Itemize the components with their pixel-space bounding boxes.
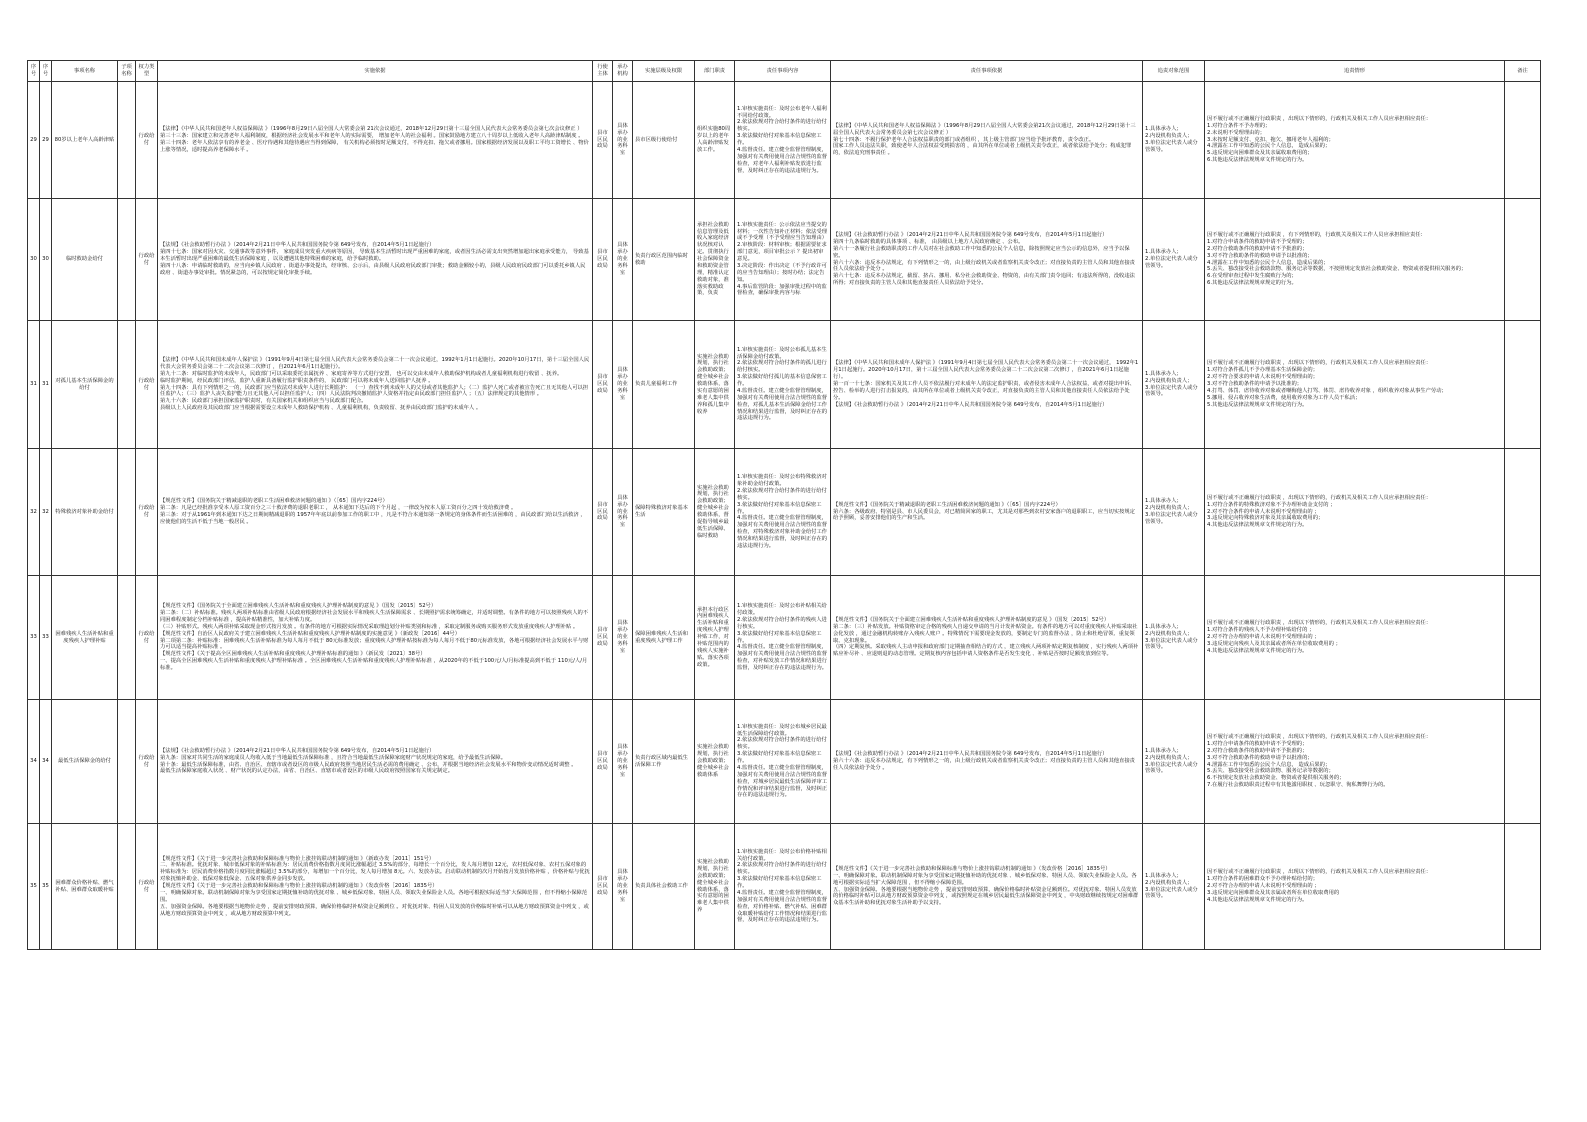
implementation-level: 县市区级行使给付 (633, 82, 695, 199)
accountability-situation: 因不履行或不正确履行行政职责 ，出现以下情形的，行政机关及相关工作人员应承担相应责任： 1.对符合条件不予办理的； 2.未说明不受理理由的； 3.未按时足额支付、克扣、拖欠、挪用老年人福利的； 4.泄露在工作中知悉的公民个人信息， 造成后果的； 5.违反规定向困难群众及其亲属收取费用的； 6.其他违反法律法规规章文件规定的行为。 (1205, 82, 1505, 199)
department-duty: 实施社会救助规划，执行社会救助政策；健全城乡社会救助体系 (695, 700, 735, 824)
sub-item-name (118, 199, 136, 321)
header-situation: 追责情形 (1205, 61, 1505, 82)
item-name: 对孤儿基本生活保障金的给付 (52, 321, 118, 449)
power-type: 行政给付 (136, 824, 158, 950)
row-number: 29 (28, 82, 40, 199)
item-name: 困难群众价格补贴、燃气补贴、困难群众取暖补贴 (52, 824, 118, 950)
department-duty: 承担社会救助信息管理及低收入家庭经济状况核对认定。贯彻执行社会保障资金和救助资金管理，精准认定救助对象，准落实救助政策，负责 (695, 199, 735, 321)
responsibility-basis: 【规范性文件】《国务院关于精减退职的老职工生活困难救济问题的通知 》（［65］国内字224号） 第六条：各级政府、特别是县、市人民委员会，对已精简回家的职工，尤其是对那些到农村安家落户的退职职工，应当切实按规定给予照顾，妥善安排他们的生产和生活。 (831, 449, 1143, 576)
handling-agency: 具体承办的业务科室 (613, 449, 633, 576)
accountability-target: 1.具体承办人； 2.内设机构负责人； 3.单位法定代表人或分管领导。 (1143, 700, 1205, 824)
accountability-situation: 因不履行或不正确履行行政职责 ，出现以下情形的，行政机关及相关工作人员应承担相应责任： 1.对符合条件的残疾人不予办理补贴给付的 ； 2.对不符合办理的申请人未说明不受理理由的 ； 3.违反规定向残疾人及其亲属或者所在单位收取费用的 ； 4.其他违反法律法规规章文件规定的行为。 (1205, 576, 1505, 700)
responsibility-content: 1.审核实施责任：及时公布孤儿基本生活保障金给付政策。 2.依法依规对符合给付条件的孤儿进行给付核实。 3.依法做好给付孤儿的基本信息保密工作。 4.监督责任。建立健全监督管理制度，加强对有关费用使用合法合规性的监督检查，对孤儿基本生活保障金给付工作情况和结果进行监督，及时纠正存在的违法违规行为。 (735, 321, 831, 449)
row-number-2: 34 (40, 700, 52, 824)
table-row (28, 199, 1541, 321)
implementation-level: 保障特殊救济对象基本生活 (633, 449, 695, 576)
implementation-level: 负责儿童福利工作 (633, 321, 695, 449)
sub-item-name (118, 449, 136, 576)
header-power-type: 权力类型 (136, 61, 158, 82)
remark (1505, 824, 1541, 950)
sub-item-name (118, 700, 136, 824)
accountability-situation: 因不履行或不正确履行行政职责 ，有下列情形的，行政机关及相关工作人员应承担相应责任： 1.对符合申请条件的救助申请不予受理的； 2.对符合救助条件的救助申请不予批准的； 3.对不符合救助条件的救助申请予以批准的； 4.泄露在工作中知悉的公民个人信息，造成后果的； 5.丢失、篡改接受社会救助款物、服务记录等数据，不按照规定发放社会救助资金、物资或者提供相关服务的； 6.在受理审查过程中发生腐败行为的； 6.其他违反法律法规规章规定的行为。 (1205, 199, 1505, 321)
row-number-2: 30 (40, 199, 52, 321)
handling-agency: 具体承办的业务科室 (613, 824, 633, 950)
remark (1505, 700, 1541, 824)
responsibility-content: 1.审核实施责任：及时公布特殊救济对象补助金给付政策。 2.依法依规对符合给付条件的进行给付核实。 3.依法做好给付对象基本信息保密工作。 4.监督责任。建立健全监督管理制度，加强对有关费用使用合法合规性的监督检查，对特殊救济对象补助金给付工作情况和结果进行监督，及时纠正存在的违法违规行为。 (735, 449, 831, 576)
implementation-basis: 【法律】《中华人民共和国未成年人保护法 》（1991年9月4日第七届全国人民代表大会常务委员会第二十一次会议通过，1992年1月1日起施行。2020年10月17日，第十三届全国人民代表大会常务委员会第二十二次会议第二次修订 ，自2021年6月1日起施行）。 第九十二条：对临时监护的未成年人，民政部门可以采取委托亲属抚养 、家庭寄养等方式进行安置， 也可以交由未成年人救助保护机构或者儿童福利机构进行收留 、抚养。 临时监护期间，经民政部门评估，监护人重新具备履行监护职责条件的， 民政部门可以将未成年人送回监护人抚养 。 第九十四条：具有下列情形之一的，民政部门应当依法对未成年人进行长期监护： （一）查找不到未成年人的父母或者其他监护人；（二）监护人死亡或者被宣告死亡且无其他人可以担任监护人；（三）监护人丧失监护能力且无其他人可以担任监护人；（四）人民法院判决撤销监护人资格并指定由民政部门担任监护人 ；（五）法律规定的其他情形 。 第九十六条：民政部门承担国家监护职责时，有关国家机关和组织应当与民政部门配合。 县级以上人民政府及其民政部门应当根据需要设立未成年人救助保护机构 、儿童福利机构，负责收留、抚养由民政部门监护的未成年人 。 (158, 321, 593, 449)
executing-subject: 县市区民政局 (593, 199, 613, 321)
executing-subject: 县市区民政局 (593, 82, 613, 199)
responsibility-content: 1.审核实施责任：及时公布城乡居民最低生活保障给付政策。 2.依法依规对符合给付条件的进行给付核实。 3.依法做好给付对象基本信息保密工作。 4.监督责任。建立健全监督管理制度，加强对有关费用使用合法合规性的监督检查，对城乡居民最低生活保障评审工作情况和评审结果进行监督，及时纠正存在的违法违规行为。 (735, 700, 831, 824)
accountability-target: 1.具体承办人； 2.内设机构负责人； 3.单位法定代表人或分管领导。 (1143, 576, 1205, 700)
header-resp-basis: 责任事项依据 (831, 61, 1143, 82)
accountability-target: 1.具体承办人； 2.内设机构负责人； 3.单位法定代表人或分管领导。 (1143, 321, 1205, 449)
header-remark: 备注 (1505, 61, 1541, 82)
header-no2: 序号 (40, 61, 52, 82)
handling-agency: 具体承办的业务科室 (613, 576, 633, 700)
accountability-situation: 因不履行或不正确履行行政职责 ，出现以下情形的，行政机关及相关工作人员应承担相应责任： 1.对符合申请条件的救助申请不予受理的； 2.对符合救助条件的救助申请不予批准的； 3.对不符合救助条件的救助申请予以批准的； 4.泄露在工作中知悉的公民个人信息， 造成后果的； 5.丢失、篡改接受社会救助款物、服务记录等数据的； 6.不按规定发放社会救助资金、物资或者提供相关服务的； 7.在履行社会救助职责过程中有其他滥用职权 、玩忽职守、徇私舞弊行为的。 (1205, 700, 1505, 824)
responsibility-table (27, 60, 1541, 950)
row-number-2: 29 (40, 82, 52, 199)
power-type: 行政给付 (136, 700, 158, 824)
row-number-2: 31 (40, 321, 52, 449)
executing-subject: 县市区民政局 (593, 449, 613, 576)
power-type: 行政给付 (136, 199, 158, 321)
remark (1505, 321, 1541, 449)
responsibility-basis: 【法律】《中华人民共和国未成年人保护法 》（1991年9月4日第七届全国人民代表大会常务委员会第二十一次会议通过， 1992年1月1日起施行。2020年10月17日，第十三届全国人民代表大会常务委员会第二十二次会议第二次修订 ，自2021年6月1日起施行）。 第一百一十七条：国家机关及其工作人员不依法履行对未成年人的法定监护职责，或者侵害未成年人合法权益，或者对提出申诉、控告、检举的人进行打击报复的，由其所在单位或者上级机关责令改正，对直接负责的主管人员和其他直接责任人员依法给予处分。 【法规】《社会救助暂行办法 》（2014年2月21日中华人民共和国国务院令第 649号发布，自2014年5月1日起施行） (831, 321, 1143, 449)
item-name: 80岁以上老年人高龄津贴 (52, 82, 118, 199)
table-row (28, 82, 1541, 199)
responsibility-basis: 【法规】《社会救助暂行办法 》（2014年2月21日中华人民共和国国务院令第 649号发布，自2014年5月1日起施行） 第四十九条临时救助的具体事项 、标准， 由县级以上地方人民政府确定 、公布。 第六十一条履行社会救助职责的工作人员对在社会救助工作中知悉的公民个人信息，除按照规定应当公示的信息外，应当予以保密。 第六十六条：违反本办法规定，有下列情形之一的，由上级行政机关或者监察机关责令改正；对直接负责的主管人员和其他直接责任人员依法给予处分 。 第六十七条：违反本办法规定，截留、挤占、挪用、私分社会救助资金、物资的，由有关部门责令追回；有违法所得的，没收违法所得；对直接负责的主管人员和其他直接责任人员依法给予处分。 (831, 199, 1143, 321)
table-row (28, 700, 1541, 824)
implementation-basis: 【规范性文件】《关于进一步完善社会救助和保障标准与物价上涨挂钩联动机制的通知 》（新政办发［2011］151号） 二、补贴标准。优抚对象、城市低保对象的补贴标准为：居民消费价格指数月度同比涨幅超过 3.5%的部分，每增长一个百分比，发人每月增加 12元，农村低保对象、农村五保对象的补贴标准为：居民消费价格指数月度同比涨幅超过 3.5%的部分，每增加一个百分比，发人每月增加 8元。六、发放办法。启动联动机制的次月开始按月发放价格补贴 ，价格补贴与优抚对象抚恤补助金、低保对象低保金、五保对象供养金同步发放。 【规范性文件】《关于进一步完善社会救助和保障标准与物价上涨挂钩联动机制的通知 》（发改价格［2016］1835号） 一、明确保障对象。联动机制保障对象为享受国家定期抚恤补助的优抚对象 、城乡低保对象、特困人员、领取失业保险金人员。各地可根据实际适当扩大保障范围 ，但不得缩小保障范围。 五、加强资金保障。各地要根据当地物价走势 ，提前安排财政预算，确保价格临时补贴资金足额到位 。对优抚对象、特困人员发放的价格临时补贴可以从地方财政预算资金中列支 ，或从地方财政预算资金中列支 ，或从地方财政预算中列支。 (158, 824, 593, 950)
sub-item-name (118, 824, 136, 950)
department-duty: 承担本行政区内困难残疾人生活补贴和重度残疾人护理补贴工作，对补贴范围内的残疾人实施补贴。落实各项政策。 (695, 576, 735, 700)
accountability-target: 1.具体承办人； 2.单位法定代表人或分管领导。 (1143, 199, 1205, 321)
power-type: 行政给付 (136, 82, 158, 199)
accountability-situation: 因不履行或不正确履行行政职责 ，出现以下情形的，行政机关及相关工作人员应承担相应责任： 1.对符合条件的困难群众不予办理补贴给付的； 2.对不符合办理的申请人未说明不受理理由的 ； 3.违反规定向困难群众及其亲属或者所在单位收取费用的 4.其他违反法律法规规章文件规定的行为。 (1205, 824, 1505, 950)
accountability-target: 1.具体承办人； 2.内设机构负责人； 3.单位法定代表人或分管领导。 (1143, 82, 1205, 199)
table-row (28, 824, 1541, 950)
sub-item-name (118, 576, 136, 700)
handling-agency: 具体承办的业务科室 (613, 82, 633, 199)
executing-subject: 县市区民政局 (593, 700, 613, 824)
accountability-situation: 因不履行或不正确履行行政职责 ，出现以下情形的，行政机关及相关工作人员应承担相应责任： 1.对符合条件孤儿不予办理基本生活保障金的； 2.对不符合要求的申请人未说明不受理理由的； 3.对不符合救助条件的申请予以批准的； 4.打骂、体罚、虐待收养对象或者嘲侮他人打骂、体罚、虐待收养对象 ，组织收养对象从事生产劳动； 5.挪用、侵占收养对象生活费，使用收养对象为工作人员干私活； 5.其他违反法律法规规章文件规定的行为。 (1205, 321, 1505, 449)
implementation-level: 保障困难残疾人生活和重度残疾人护理工作 (633, 576, 695, 700)
accountability-target: 1.具体承办人； 2.内设机构负责人； 3.单位法定代表人或分管领导。 (1143, 449, 1205, 576)
header-target: 追责对象范围 (1143, 61, 1205, 82)
accountability-situation: 因不履行或不正确履行行政职责 ，出现以下情形的，行政机关及相关工作人员应承担相应责任： 1.对符合条件的特殊救济对象不予办理补助金支付的 ； 2.对不符合条件的申请人未说明不受理理由的 ； 3.违反规定向特殊救济对象及其亲属收取费用的； 4.其他违反法律法规规章文件规定的行为。 (1205, 449, 1505, 576)
implementation-basis: 【规范性文件】《国务院关于全面建立困难残疾人生活补贴和重度残疾人护理补贴制度的意见 》（国发〔2015〕52号） 第二条：（二）补贴标准。残疾人两项补贴标准由省级人民政府根据经济社会发展水平和残疾人生活保障需求 、长期照护需求统筹确定，并适时调整。有条件的地方可以按照残疾人的不同困难程度制定分档补贴标准 ，提高补贴精准性，加大补贴力度。 （三）补贴形式。残疾人两项补贴采取现金形式按月发放 。有条件的地方可根据实际情况采取理趋划分补贴类别和标准 ，采取定制服务或购买服务形式发放重度残疾人护理补贴 。 【规范性文件】自治区人民政府关于建立困难残疾人生活补贴和重度残疾人护理补贴制度的实施意见 》（新政发［2016］44号） 第二项第二条：补贴标准：困难残疾人生活补贴标准为每人每月不低于 80元标准发放；重度残疾人护理补贴按标准为每人每月不低于80元标准发放，各地可根据经济社会发展水平与财力可以适当提高补贴标准 。 【规范性文件】《关于提高全区困难残疾人生活补贴和重度残疾人护理补贴标准的通知 》（新民发〔2021〕38号） 一、提高全区困难残疾人生活补贴和重度残疾人护理补贴标准 。全区困难残疾人生活补贴和重度残疾人护理补贴标准 ，从2020年的不低于100元/人/月标准提高到不低于 110元/人/月标准。 (158, 576, 593, 700)
row-number: 34 (28, 700, 40, 824)
handling-agency: 具体承办的业务科室 (613, 700, 633, 824)
responsibility-content: 1.审核实施责任：及时公布老年人福利不同给付政策。 2.依法依规对符合给付条件的进行给付核实。 3.依法做好给付对象基本信息保密工作。 4.监督责任。建立健全监督管理制度，加强对有关费用使用合法合规性的监督检查，对老年人福利补贴发放进行监督，及时纠正存在的违法违规行为。 (735, 82, 831, 199)
responsibility-content: 1.审核实施责任：及时公布补贴相关给付政策。 2.依法依规对符合给付条件的残疾人进行核实。 3.依法做好给付对象基本信息保密工作。 4.监督责任。建立健全监督管理制度，加强对有关费用使用合法合规性的监督检查，对补贴发放工作情况和结果进行监督，及时纠正存在的违法违规行为。 (735, 576, 831, 700)
sub-item-name (118, 82, 136, 199)
item-name: 最低生活保障金的给付 (52, 700, 118, 824)
power-type: 行政给付 (136, 321, 158, 449)
responsibility-content: 1.审核实施责任：及时公布价格补贴相关给付政策。 2.依法依规对符合给付条件的进行给付核实。 3.依法做好给付对象基本信息保密工作。 4.监督责任。建立健全监督管理制度，加强对有关费用使用合法合规性的监督检查，对价格补贴、燃气补贴、困难群众取暖补贴给付工作情况和结果进行监督，及时纠正存在的违法违规行为。 (735, 824, 831, 950)
implementation-basis: 【法规】《社会救助暂行办法 》（2014年2月21日中华人民共和国国务院令第 649号发布，自2014年5月1日起施行） 第九条：国家对共同生活的家庭成员人均收入低于当地最低生活保障标准 ，且符合当地最低生活保障家庭财产状况规定的家庭，给予最低生活保障。 第十条：最低生活保障标准，由省、自治区、直辖市或者设区的市级人民政府按照当地居民生活必需的费用确定 、公布，并根据当地经济社会发展水平和物价变动情况适时调整 。 最低生活保障家庭收入状况 、财产状况的认定办法，由省、自治区、直辖市或者设区的市级人民政府按照国家有关规定制定。 (158, 700, 593, 824)
row-number: 35 (28, 824, 40, 950)
row-number: 30 (28, 199, 40, 321)
item-name: 困难残疾人生活补贴和重度残疾人护理补贴 (52, 576, 118, 700)
row-number: 32 (28, 449, 40, 576)
header-basis: 实施依据 (158, 61, 593, 82)
row-number: 33 (28, 576, 40, 700)
handling-agency: 具体承办的业务科室 (613, 321, 633, 449)
department-duty: 实施社会救助规划，执行社会救助政策；健全城乡社会救助体系，落实有意愿的困难老人集中供养 (695, 824, 735, 950)
power-type: 行政给付 (136, 576, 158, 700)
remark (1505, 82, 1541, 199)
remark (1505, 576, 1541, 700)
header-sub-item: 子项名称 (118, 61, 136, 82)
implementation-level: 负责具体社会救助工作 (633, 824, 695, 950)
executing-subject: 县市区民政局 (593, 824, 613, 950)
header-item-name: 事项名称 (52, 61, 118, 82)
header-duty: 部门职责 (695, 61, 735, 82)
responsibility-table-sheet (27, 60, 1540, 950)
implementation-basis: 【法律】《中华人民共和国老年人权益保障法 》（1996年8月29日八届全国人大常委会第 21次会议通过，2018年12月29日第十三届全国人民代表大会常务委员会第七次会议修正 ） 第三十三条：国家建立和完善老年人福利制度，根据经济社会发展水平和老年人的实际需要， 增加老年人的社会福利 。国家鼓励地方建立八十周岁以上低收入老年人高龄津贴制度 。 第三十四条：老年人依法享有的养老金 、医疗待遇和其他待遇应当得到保障， 有关机构必须按时足额支付，不得克扣、拖欠或者挪用。国家根据经济发展以及职工平均工资增长 、物价上涨等情况，适时提高养老保障水平 。 (158, 82, 593, 199)
department-duty: 实施社会救助规划，执行社会救助政策；健全城乡社会救助体系，落实有意愿的困难老人集中供养和孤儿集中收养 (695, 321, 735, 449)
table-row (28, 449, 1541, 576)
row-number-2: 33 (40, 576, 52, 700)
table-row (28, 321, 1541, 449)
responsibility-basis: 【法规】《社会救助暂行办法 》（2014年2月21日中华人民共和国国务院令第 649号发布，自2014年5月1日起施行） 第六十六条：违反本办法规定，有下列情形之一的，由上级行政机关或者监察机关责令改正；对直接负责的主管人员和其他直接责任人员依法给予处分 。 (831, 700, 1143, 824)
row-number: 31 (28, 321, 40, 449)
header-subject: 行使主体 (593, 61, 613, 82)
power-type: 行政给付 (136, 449, 158, 576)
executing-subject: 县市区民政局 (593, 576, 613, 700)
implementation-level: 负责行政区域内最低生活保障工作 (633, 700, 695, 824)
header-agency: 承办机构 (613, 61, 633, 82)
handling-agency: 具体承办的业务科室 (613, 199, 633, 321)
responsibility-basis: 【法律】《中华人民共和国老年人权益保障法 》（1996年8月29日八届全国人大常委会第21次会议通过，2018年12月29日第十三届全国人民代表大会常务委员会第七次会议修正 ） 第七十四条：不履行保护老年人合法权益职责的部门或者组织 ，其上级主管部门应当给予批评教育，责令改正。 国家工作人员违法失职，致使老年人合法权益受到损害的 ，由其所在单位或者上级机关责令改正，或者依法给予处分；构成犯罪的，依法追究刑事责任 。 (831, 82, 1143, 199)
remark (1505, 449, 1541, 576)
department-duty: 组织实施80周岁以上的老年人高龄津贴发放工作。 (695, 82, 735, 199)
executing-subject: 县市区民政局 (593, 321, 613, 449)
sub-item-name (118, 321, 136, 449)
department-duty: 实施社会救助规划，执行社会救助政策；健全城乡社会救助体系，督促指导城乡最低生活保障、临时救助 (695, 449, 735, 576)
row-number-2: 32 (40, 449, 52, 576)
table-row (28, 576, 1541, 700)
responsibility-basis: 【规范性文件】《国务院关于全面建立困难残疾人生活补贴和重度残疾人护理补贴制度的意见 》（国发〔2015〕52号） 第二条：（三）补贴发放。补贴资格审定合格的残疾人自递交申请的当月计发补贴资金。有条件的地方可以对重度残疾人补贴采取社会化发放 ，通过金融机构转账存入残疾人账户 。特殊情况下需要现金发放的，要制定专门的监督办法 ，防止和杜绝冒领、重复领取、克扣现象。 （四）定期复核。采取残疾人主动申报和政府部门定期抽查相结合的方式 ，建立残疾人两项补贴定期复核制度 ，实行残疾人两项补贴应补尽补 、应退则退的动态管理。定期复核内容包括申请人资格条件是否发生变化 、补贴是否按时足额发放到位等。 (831, 576, 1143, 700)
implementation-basis: 【规范性文件】《国务院关于精减退职的老职工生活困难救济问题的通知 》（［65］国内字224号） 第二条：凡是已经批准享受本人原工资百分之三十救济费的退职老职工 ， 从本通知下达后的下个月起 ，一律改为按本人原工资百分之四十发给救济费 。 第三条：对于从1961年到本通知下达之日期间精减退职的 1957年年底以前参加工作的职工中 ，凡是不符合本通知第一条规定的身体条件而生活困难的 ，由民政部门给以生活救济 ，应使他们的生活不低于当地一般居民 。 (158, 449, 593, 576)
responsibility-basis: 【规范性文件】《关于进一步完善社会救助和保障标准与物价上涨挂钩联动机制的通知 》（发改价格［2016］1835号） 一、明确保障对象。联动机制保障对象为享受国家定期抚恤补助的优抚对象 、城乡低保对象、特困人员、领取失业保险金人员。各地可根据实际适当扩大保障范围 ，但不得缩小保障范围。 五、加强资金保障。各地要根据当地物价走势 ，提前安排财政预算，确保价格临时补贴资金足额到位。对优抚对象、特困人员发放的价格临时补贴可以从地方财政预算资金中列支 ，或按照规定在城乡居民最低生活保障资金中列支 ，中央财政继续按规定对困难群众基本生活补助和优抚对象生活补助予以支持。 (831, 824, 1143, 950)
accountability-target: 1.具体承办人； 2.内设机构负责人； 3.单位法定代表人或分管领导。 (1143, 824, 1205, 950)
implementation-basis: 【法规】《社会救助暂行办法 》（2014年2月21日中华人民共和国国务院令第 649号发布，自2014年5月1日起施行） 第四十七条：国家对因火灾、交通事故等意外事件， 家庭成员突发重大疾病等原因， 导致基本生活暂时出现严重困难的家庭，或者因生活必需支出突然增加超出家庭承受能力， 导致基本生活暂时出现严重困难的最低生活保障家庭 ，以及遭遇其他特殊困难的家庭，给予临时救助。 第四十八条：申请临时救助的，应当向乡镇人民政府 、街道办事处提出，经审核、公示后，由县级人民政府民政部门审批；救助金额较小的，县级人民政府民政部门可以委托乡镇人民政府 、街道办事处审批。情况紧急的，可以按规定简化审批手续。 (158, 199, 593, 321)
item-name: 临时救助金给付 (52, 199, 118, 321)
item-name: 特殊救济对象补助金给付 (52, 449, 118, 576)
header-level: 实施层级及权限 (633, 61, 695, 82)
row-number-2: 35 (40, 824, 52, 950)
header-resp: 责任事项内容 (735, 61, 831, 82)
responsibility-content: 1.审核实施责任：公示依法应当提交的材料；一次性告知补正材料；依法受理或不予受理（不予受理应当告知理由） 2.审核阶段：材料审核；根据需要征求部门意见，项目审批公示 ？提出初审意见。 3.决定阶段：作出决定（不予行政许可的应当告知理由）；按时办结；法定告知。 4.事后监管阶段：加强审批过程中的监督检查，确保审批内容与标 (735, 199, 831, 321)
header-row (28, 61, 1541, 82)
implementation-level: 负责行政区范围内临时救助 (633, 199, 695, 321)
header-no1: 序号 (28, 61, 40, 82)
remark (1505, 199, 1541, 321)
